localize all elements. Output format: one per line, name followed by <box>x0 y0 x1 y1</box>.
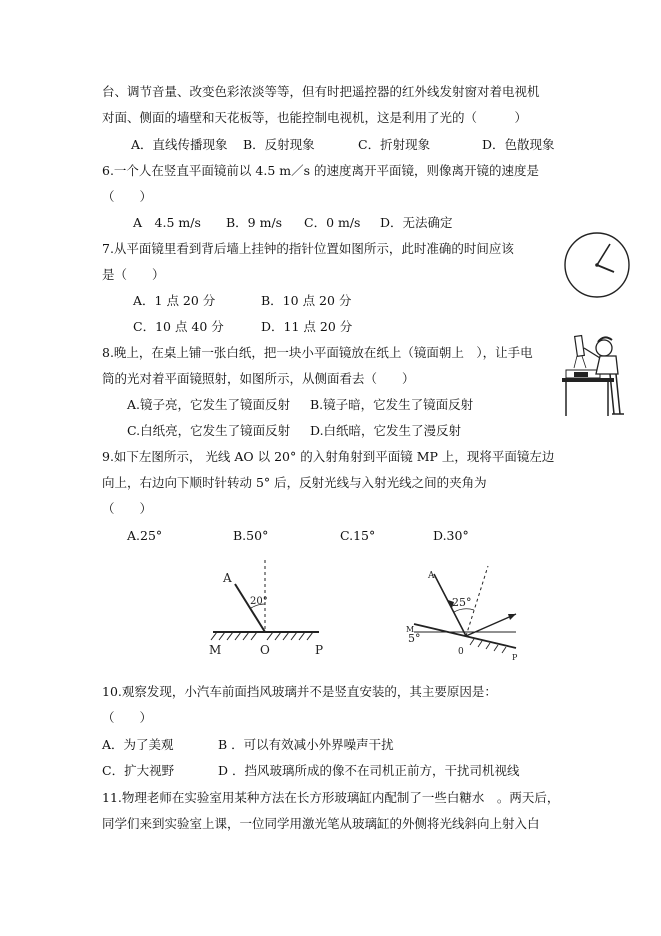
label-p: P <box>315 643 324 657</box>
q5-option-d: D．色散现象 <box>482 137 555 152</box>
q8-line1: 8.晚上，在桌上铺一张白纸，把一块小平面镜放在纸上（镜面朝上 ），让手电 <box>102 345 533 360</box>
q9-line2: 向上，右边向下顺时针转动 5° 后，反射光线与入射光线之间的夹角为 <box>102 475 487 490</box>
q10-option-a: A．为了美观 <box>102 737 174 752</box>
label-m: M <box>209 643 222 657</box>
q10-line1: 10.观察发现，小汽车前面挡风玻璃并不是竖直安装的，其主要原因是： <box>102 684 497 699</box>
q9-line3: （ ） <box>102 501 153 516</box>
person-head <box>596 340 612 356</box>
q11-line2: 同学们来到实验室上课，一位同学用激光笔从玻璃缸的外侧将光线斜向上射入白 <box>102 816 540 831</box>
q8-option-c: C.白纸亮，它发生了镜面反射 <box>127 423 291 438</box>
q5-option-a: A．直线传播现象 <box>131 137 228 152</box>
q7-option-c: C．10 点 40 分 <box>133 319 224 334</box>
label-p: P <box>512 653 518 662</box>
q7-line2: 是（ ） <box>102 267 165 282</box>
incident-ray <box>235 584 265 632</box>
label-angle: 25° <box>452 596 472 609</box>
q8-line2: 筒的光对着平面镜照射，如图所示，从侧面看去（ ） <box>102 371 415 386</box>
reflection-diagram-left <box>205 558 335 658</box>
q9-line1: 9.如下左图所示， 光线 AO 以 20° 的入射角射到平面镜 MP 上，现将平面镜左边 <box>102 449 555 464</box>
q9-option-d: D.30° <box>433 528 469 543</box>
mirror-surface <box>414 624 516 648</box>
q7-option-b: B．10 点 20 分 <box>261 293 352 308</box>
q7-line1: 7.从平面镜里看到背后墙上挂钟的指针位置如图所示，此时准确的时间应该 <box>102 241 514 256</box>
q7-option-d: D．11 点 20 分 <box>261 319 353 334</box>
label-angle: 20° <box>250 596 268 607</box>
q8-option-d: D.白纸暗，它发生了漫反射 <box>310 423 462 438</box>
q10-option-b: B ．可以有效减小外界噪声干扰 <box>218 737 394 752</box>
label-o: O <box>260 643 270 657</box>
q5-line2: 对面、侧面的墙壁和天花板等，也能控制电视机，这是利用了光的（ ） <box>102 110 528 125</box>
q7-option-a: A．1 点 20 分 <box>133 293 216 308</box>
q6-line1: 6.一个人在竖直平面镜前以 4.5 m／s 的速度离开平面镜，则像离开镜的速度是 <box>102 163 539 178</box>
q6-option-d: D．无法确定 <box>380 215 453 230</box>
flashlight-mirror-figure <box>560 326 634 418</box>
table-top <box>562 378 614 382</box>
clock-hand-long <box>597 244 610 265</box>
reflection-diagram-right <box>404 562 534 662</box>
mirror <box>574 372 588 377</box>
label-a: A <box>223 571 232 585</box>
q6-option-c: C．0 m/s <box>304 215 361 230</box>
label-o: 0 <box>458 647 464 657</box>
q10-option-d: D ．挡风玻璃所成的像不在司机正前方，干扰司机视线 <box>218 763 520 778</box>
label-five: 5° <box>408 632 421 645</box>
q9-option-b: B.50° <box>233 528 269 543</box>
q8-option-a: A.镜子亮，它发生了镜面反射 <box>127 397 291 412</box>
q6-option-b: B．9 m/s <box>226 215 283 230</box>
clock-hand-short <box>597 265 614 272</box>
q10-line2: （ ） <box>102 710 153 725</box>
q9-option-c: C.15° <box>340 528 376 543</box>
q8-option-b: B.镜子暗，它发生了镜面反射 <box>310 397 474 412</box>
q9-option-a: A.25° <box>127 528 163 543</box>
label-a: A <box>428 571 435 581</box>
flashlight <box>575 336 585 357</box>
reflected-ray <box>466 614 516 636</box>
q5-option-b: B．反射现象 <box>243 137 315 152</box>
clock-figure <box>562 230 632 300</box>
q6-option-a: A 4.5 m/s <box>133 215 201 230</box>
q5-line1: 台、调节音量、改变色彩浓淡等等，但有时把遥控器的红外线发射窗对着电视机 <box>102 84 540 99</box>
q11-line1: 11.物理老师在实验室用某种方法在长方形玻璃缸内配制了一些白糖水 。两天后， <box>102 790 560 805</box>
q6-line2: （ ） <box>102 189 153 204</box>
label-m: M <box>406 625 415 634</box>
q10-option-c: C．扩大视野 <box>102 763 175 778</box>
q5-option-c: C．折射现象 <box>358 137 431 152</box>
